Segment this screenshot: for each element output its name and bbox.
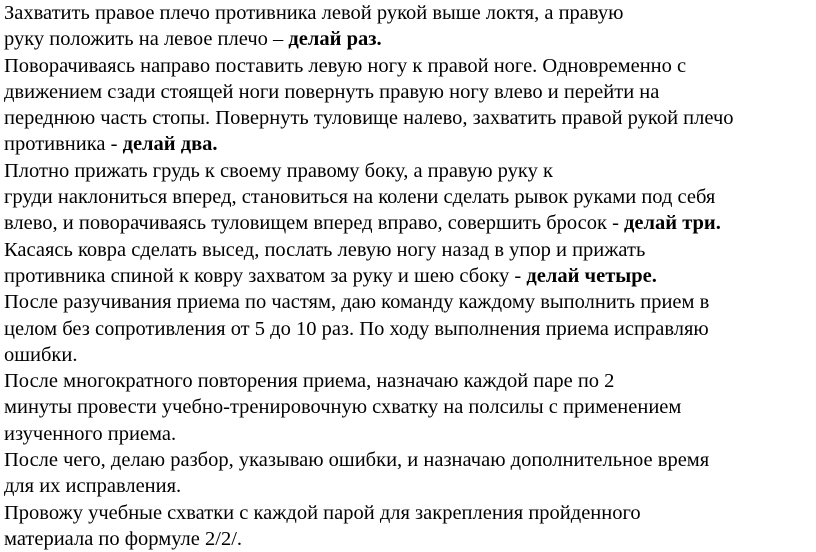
text-line: противника - делай два. [4,133,218,156]
text-line: материала по формуле 2/2/. [4,527,243,550]
document-body [4,0,814,552]
text-line: движением сзади стоящей ноги повернуть правую ногу влево и перейти на [4,80,660,103]
step-label: делай раз. [288,28,382,51]
text-line: руку положить на левое плечо – делай раз. [4,28,382,51]
text-line: Касаясь ковра сделать высед, послать левую ногу назад в упор и прижать [4,238,646,261]
step-label: делай четыре. [526,264,657,287]
step-label: делай три. [624,212,721,235]
step-label: делай два. [122,133,218,156]
text-line: Плотно прижать грудь к своему правому боку, а правую руку к [4,159,553,182]
text-line: для их исправления. [4,475,182,498]
text-line: После чего, делаю разбор, указываю ошибки, и назначаю дополнительное время [4,449,710,472]
text-line: Поворачиваясь направо поставить левую ногу к правой ноге. Одновременно с [4,54,687,77]
text-line: переднюю часть стопы. Повернуть туловище налево, захватить правой рукой плечо [4,107,734,130]
text-line: целом без сопротивления от 5 до 10 раз. По ходу выполнения приема исправляю [4,317,709,340]
text-line: минуты провести учебно-тренировочную схватку на полсилы с применением [4,396,682,419]
text-line: ошибки. [4,343,78,366]
text-line: Провожу учебные схватки с каждой парой для закрепления пройденного [4,501,641,524]
text-line: груди наклониться вперед, становиться на колени сделать рывок руками под себя [4,186,716,209]
text-line: влево, и поворачиваясь туловищем вперед вправо, совершить бросок - делай три. [4,212,721,235]
text-line: После многократного повторения приема, назначаю каждой паре по 2 [4,370,615,393]
text-line: противника спиной к ковру захватом за руку и шею сбоку - делай четыре. [4,264,657,287]
text-line: После разучивания приема по частям, даю команду каждому выполнить прием в [4,291,710,314]
text-line: Захватить правое плечо противника левой рукой выше локтя, а правую [4,2,624,24]
text-line: изученного приема. [4,422,177,445]
